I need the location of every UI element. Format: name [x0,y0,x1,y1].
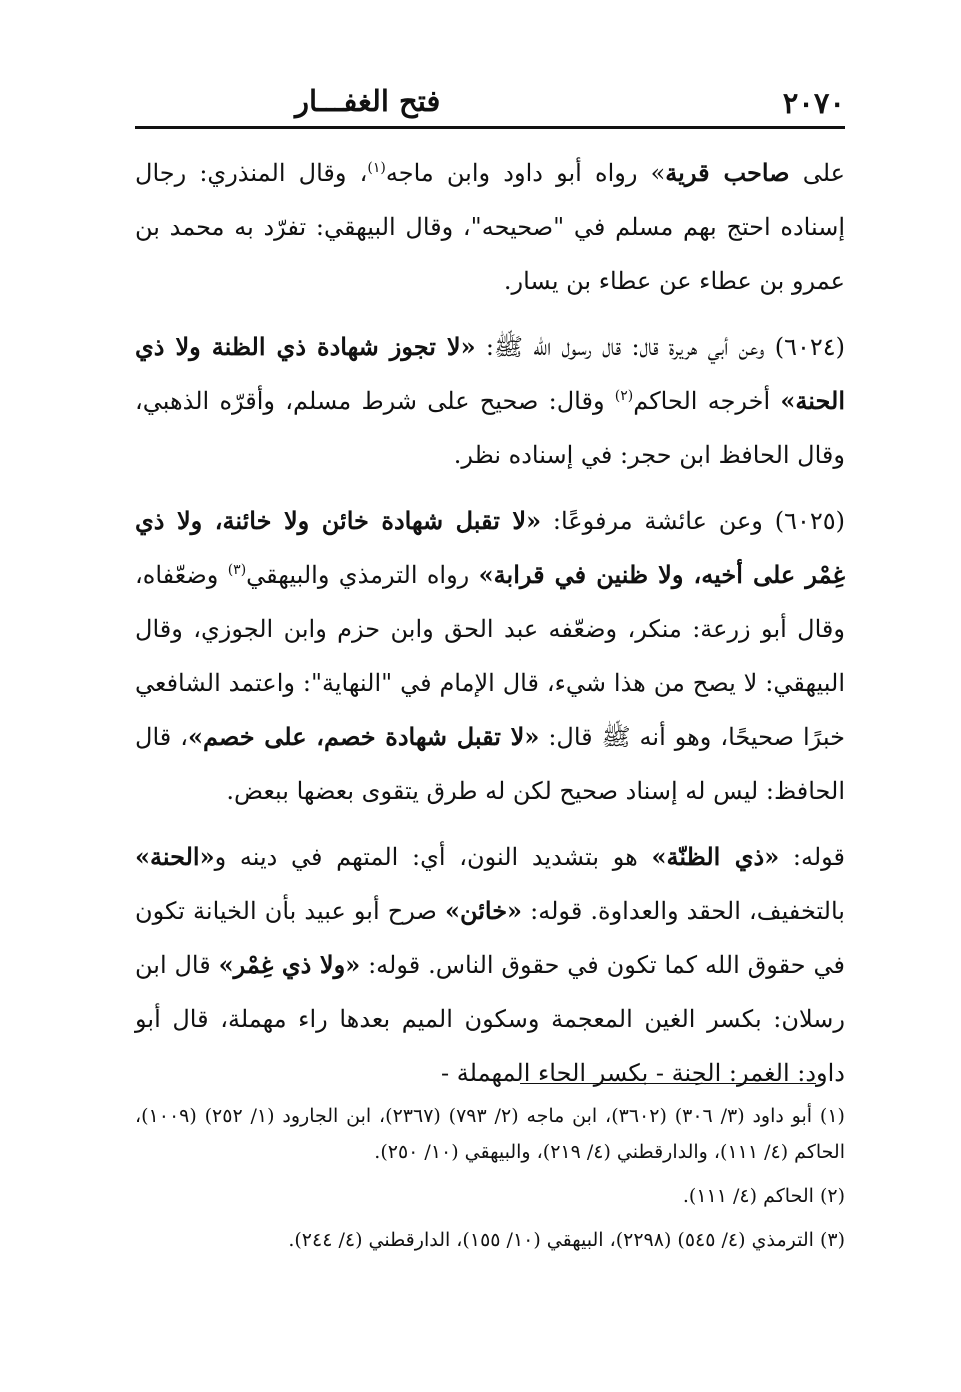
footnote-ref-2: (٢) [614,388,634,404]
paragraph-hadith-6025: (٦٠٢٥) وعن عائشة مرفوعًا: «لا تقبل شهادة خائن ولا خائنة، ولا ذي غِمْر على أخيه، ولا ظنين في قرابة» رواه الترمذي والبيهقي$^{(٣)}$ وضعّفاه، وقال أبو زرعة: منكر، وضعّفه عبد الحق وابن حزم وابن الجوزي، وقال البيهقي: لا يصح من هذا شيء، قال الإمام في "النهاية": واعتمد الشافعي خبرًا صحيحًا، وهو أنه ﷺ قال: «لا تقبل شهادة خصم، على خصم»، قال الحافظ: ليس له إسناد صحيح لكن له طرق يتقوى بعضها ببعض. [135,506,846,805]
footnotes [135,1098,845,1266]
book-title: فتح الغفـــار [295,84,441,118]
hadith-number: (٦٠٢٥) [774,507,845,535]
footnote-ref-1: (١) [367,160,386,176]
footnote-3: (٣) الترمذي (٤/ ٥٤٥) (٢٢٩٨)، البيهقي (١٠/ ١٥٥)، الدارقطني (٤/ ٢٤٤). [288,1229,845,1251]
term: «ذي الظنّة» [651,842,780,871]
footnote-ref-3: (٣) [227,562,247,578]
footnote-2: (٢) الحاكم (٤/ ١١١). [682,1185,845,1207]
footnote-separator [520,1083,816,1084]
page-number: ٢٠٧٠ [782,86,845,120]
paragraph-hadith-6024: (٦٠٢٤) وعن أبي هريرة قال: قال رسول الله ﷺ: «لا تجوز شهادة ذي الظنة ولا ذي الحنة» أخرجه الحاكم$^{(٢)}$ وقال: صحيح على شرط مسلم، وأقرّه الذهبي، وقال الحافظ ابن حجر: في إسناده نظر. [135,332,845,469]
main-text [135,146,845,1112]
hadith-text: «لا تقبل شهادة خائن ولا خائنة، ولا ذي غِمْر على أخيه، ولا ظنين في قرابة» [135,506,846,589]
paragraph-1: على صاحب قرية» رواه أبو داود وابن ماجه$^{(١)}$، وقال المنذري: رجال إسناده احتج بهم مسلم في "صحيحه"، وقال البيهقي: تفرّد به محمد بن عمرو بن عطاء عن عطاء بن يسار. [135,158,846,295]
footnote-1: (١) أبو داود (٣/ ٣٠٦) (٣٦٠٢)، ابن ماجه (٢/ ٧٩٣) (٢٣٦٧)، ابن الجارود (١/ ٢٥٢) (١٠٠٩)، الحاكم (٤/ ١١١)، والدارقطني (٤/ ٢١٩)، والبيهقي (١٠/ ٢٥٠). [135,1105,845,1163]
paragraph-commentary: قوله: «ذي الظنّة» هو بتشديد النون، أي: المتهم في دينه و«الحنة» بالتخفيف، الحقد والعداوة. قوله: «خائن» صرح أبو عبيد بأن الخيانة تكون في حقوق الله كما تكون في حقوق الناس. قوله: «ولا ذي غِمْر» قال ابن رسلان: بكسر الغين المعجمة وسكون الميم بعدها راء مهملة، قال أبو داود: الغمر: الحِنة - بكسر الحاء المهملة - [135,842,846,1087]
term: «ولا ذي غِمْر» [218,950,361,979]
hadith-number: (٦٠٢٤) [774,333,845,361]
page-header [135,84,845,128]
header-rule [135,126,845,129]
hadith-text: «لا تجوز شهادة ذي الظنة ولا ذي الحنة» [135,332,845,415]
term: «خائن» [444,896,523,925]
hadith-text: «لا تقبل شهادة خصم، على خصم» [187,722,540,751]
hadith-text: صاحب قرية [665,158,790,187]
term: «الحنة» [135,842,215,871]
